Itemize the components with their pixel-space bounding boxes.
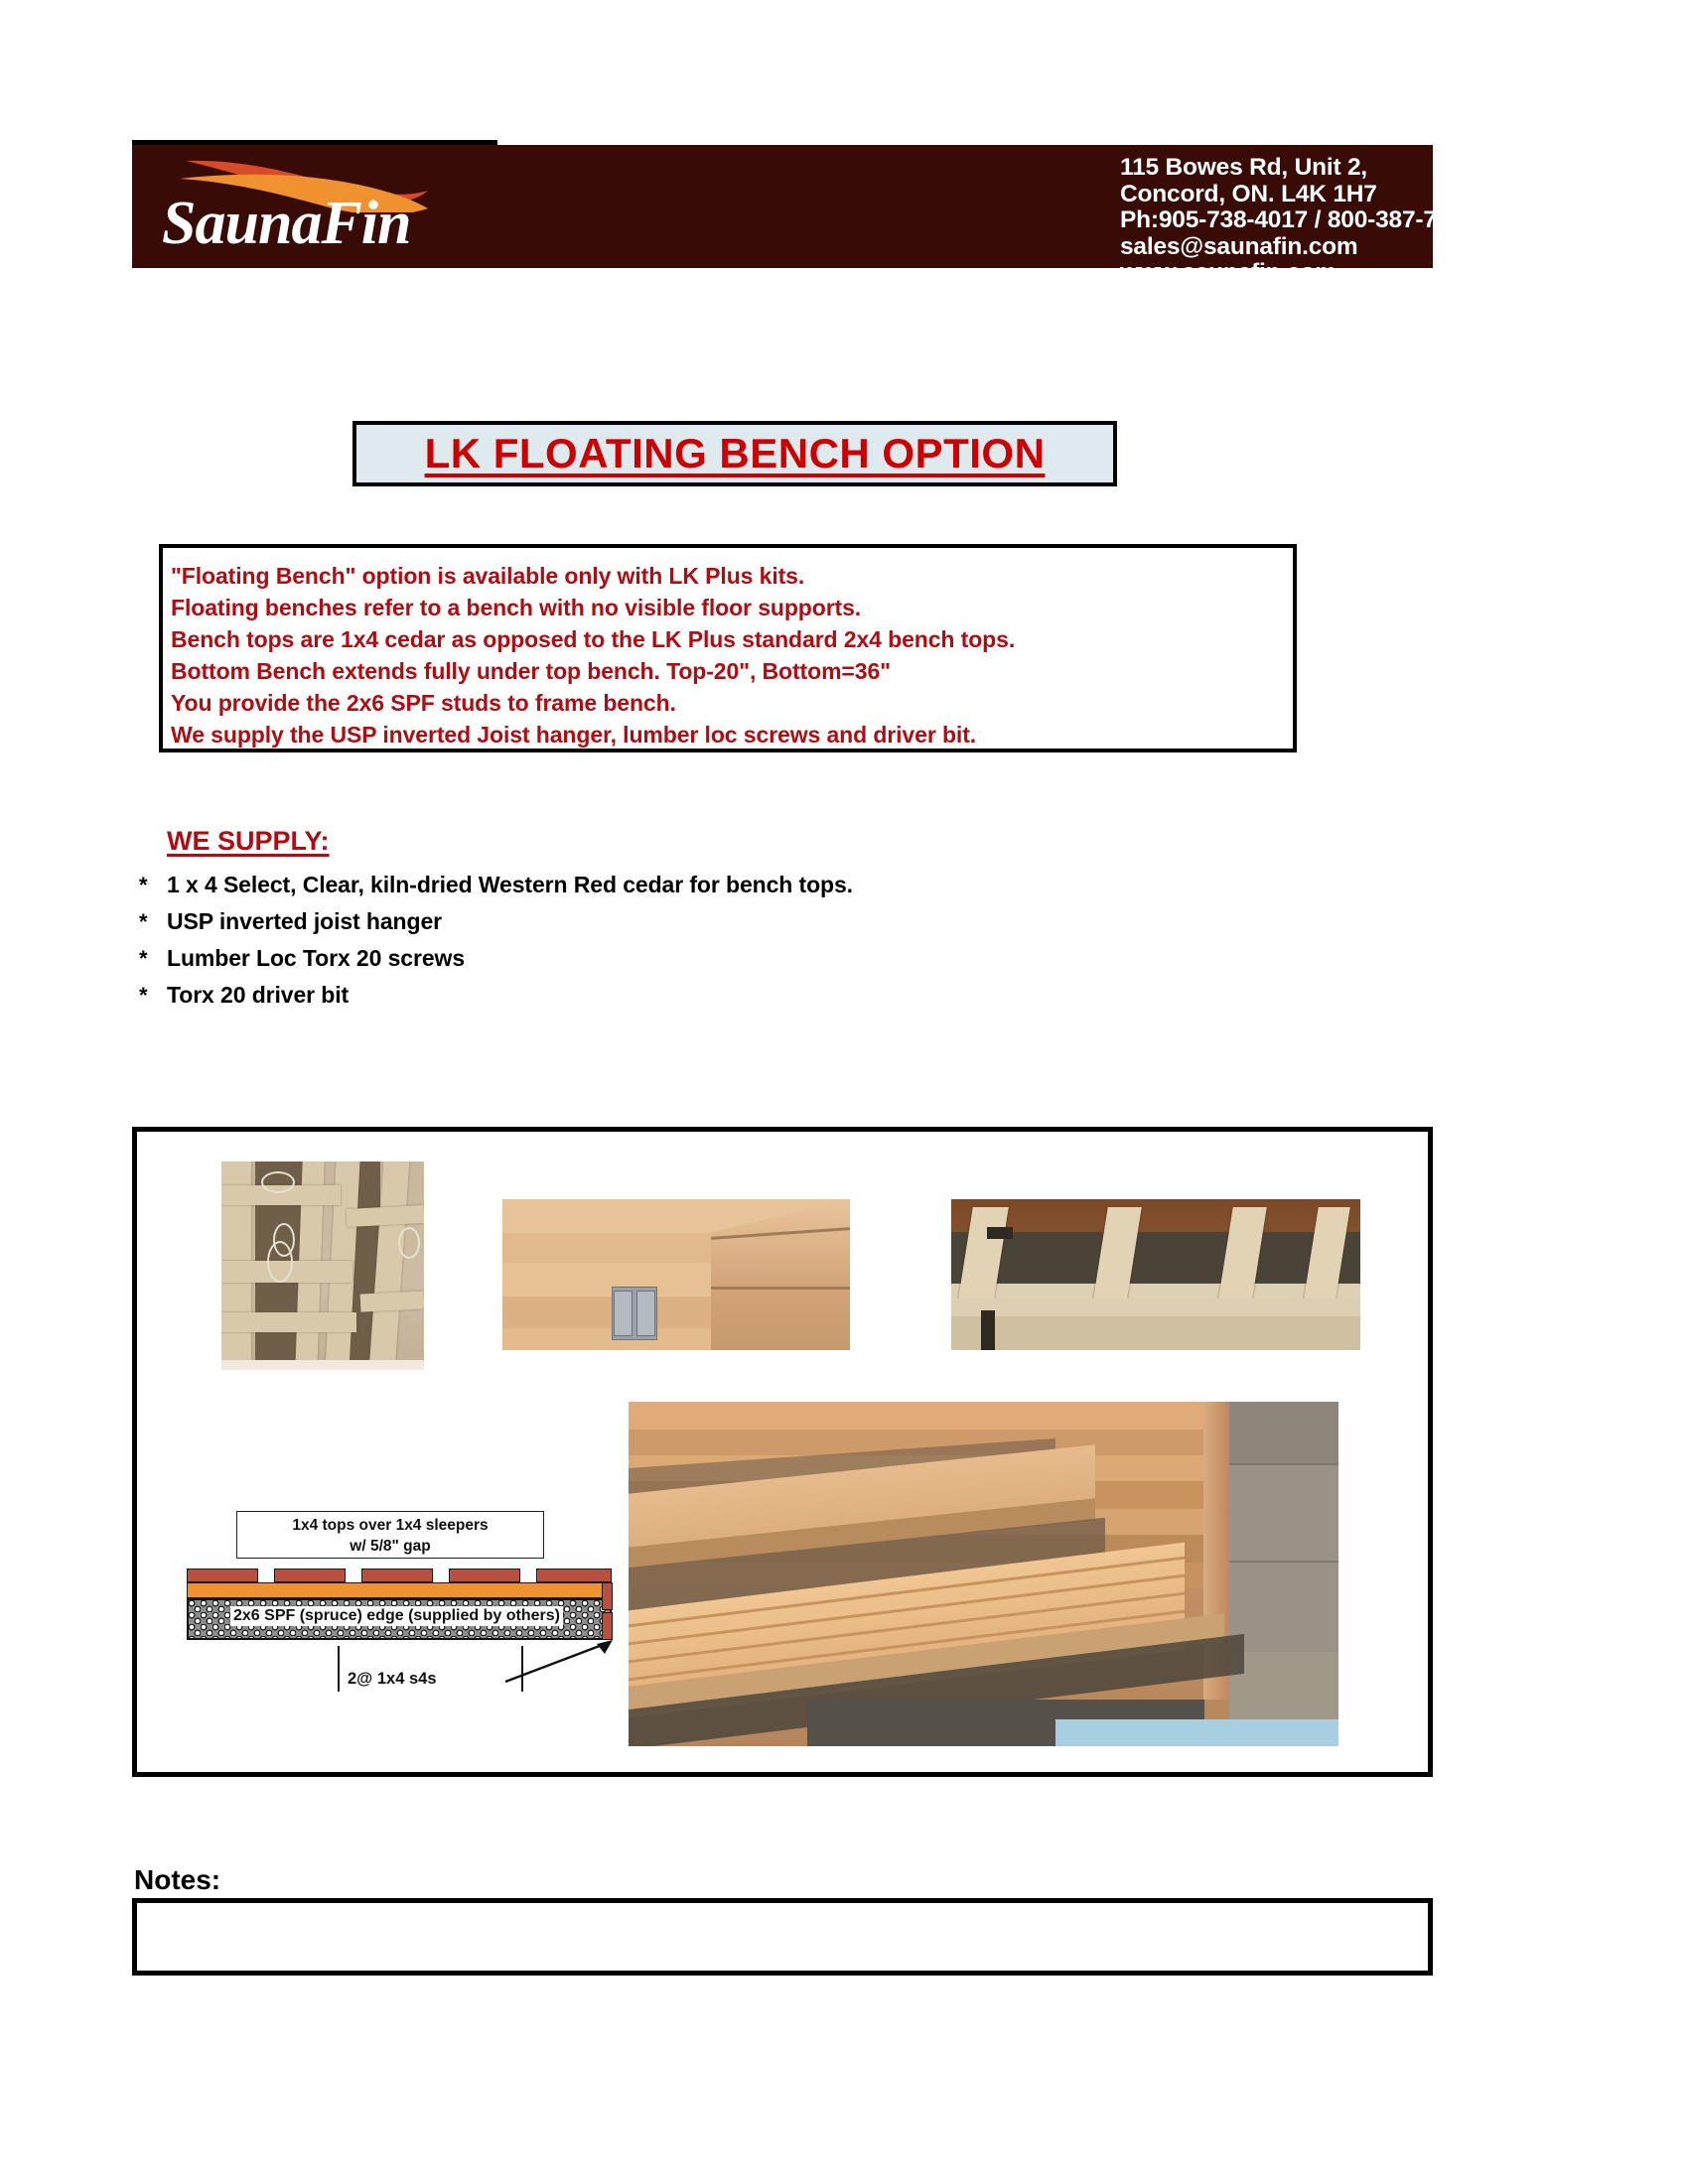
diagram-top-slat [274, 1569, 346, 1582]
diagram-callout-line1: 1x4 tops over 1x4 sleepers [292, 1517, 489, 1534]
diagram-sleeper-board [187, 1582, 612, 1598]
logo-wordmark: SaunaFin [162, 190, 411, 257]
cedar-wall-joist-hanger-photo [502, 1199, 850, 1350]
contact-address-line2: Concord, ON. L4K 1H7 [1120, 180, 1377, 207]
diagram-top-slat [449, 1569, 520, 1582]
diagram-arrow-icon [501, 1638, 616, 1686]
diagram-callout-box [236, 1511, 544, 1559]
description-line: Floating benches refer to a bench with no visible floor supports. [171, 595, 862, 620]
bullet-star-icon: * [139, 873, 148, 897]
page-title: LK FLOATING BENCH OPTION [424, 430, 1046, 477]
notes-label: Notes: [134, 1864, 221, 1895]
list-item [139, 982, 1231, 1019]
spf-bench-frame-photo [951, 1199, 1360, 1350]
bench-section-diagram [179, 1499, 645, 1712]
floating-bench-description-box [159, 544, 1297, 752]
notes-input-box[interactable] [132, 1898, 1433, 1976]
description-line: Bench tops are 1x4 cedar as opposed to the LK Plus standard 2x4 bench tops. [171, 626, 1016, 652]
bullet-star-icon: * [139, 983, 148, 1008]
contact-email: sales@saunafin.com [1120, 232, 1358, 260]
list-item [139, 908, 1231, 945]
diagram-top-slat [187, 1569, 258, 1582]
list-item-label: USP inverted joist hanger [167, 908, 442, 934]
diagram-spf-label: 2x6 SPF (spruce) edge (supplied by others) [230, 1606, 563, 1626]
list-item-label: 1 x 4 Select, Clear, kiln-dried Western Red cedar for bench tops. [167, 872, 853, 897]
we-supply-list [139, 872, 1231, 1019]
diagram-assembly [187, 1569, 624, 1643]
diagram-bottom-label: 2@ 1x4 s4s [348, 1670, 437, 1688]
description-line: We supply the USP inverted Joist hanger, lumber loc screws and driver bit. [171, 722, 977, 748]
bullet-star-icon: * [139, 946, 148, 971]
contact-website: www.saunafin.com [1120, 259, 1336, 286]
page-title-box [352, 421, 1117, 486]
contact-address-line1: 115 Bowes Rd, Unit 2, [1120, 154, 1368, 181]
contact-phone: Ph:905-738-4017 / 800-387-7029 [1120, 206, 1477, 233]
diagram-top-slat [361, 1569, 433, 1582]
description-line: "Floating Bench" option is available only with LK Plus kits. [171, 563, 805, 589]
list-item [139, 945, 1231, 982]
diagram-leader-line [338, 1646, 340, 1692]
description-line: You provide the 2x6 SPF studs to frame bench. [171, 690, 676, 716]
stone-wall [1229, 1402, 1338, 1746]
description-line: Bottom Bench extends fully under top bench. Top-20", Bottom=36" [171, 658, 891, 684]
diagram-edge-piece [602, 1612, 613, 1640]
header-banner [132, 145, 1477, 286]
we-supply-heading: WE SUPPLY: [167, 826, 330, 856]
list-item-label: Torx 20 driver bit [167, 982, 350, 1008]
contact-info [1120, 155, 1477, 287]
saunafin-logo [132, 145, 499, 268]
bullet-star-icon: * [139, 909, 148, 934]
photo-panel [132, 1127, 1433, 1777]
list-item-label: Lumber Loc Torx 20 screws [167, 945, 466, 971]
finished-floating-bench-photo [629, 1402, 1338, 1746]
sauna-wall-framing-photo [221, 1161, 424, 1370]
diagram-top-slat [536, 1569, 612, 1582]
diagram-callout-line2: w/ 5/8" gap [350, 1538, 431, 1555]
list-item [139, 872, 1231, 908]
diagram-edge-piece [602, 1582, 613, 1610]
